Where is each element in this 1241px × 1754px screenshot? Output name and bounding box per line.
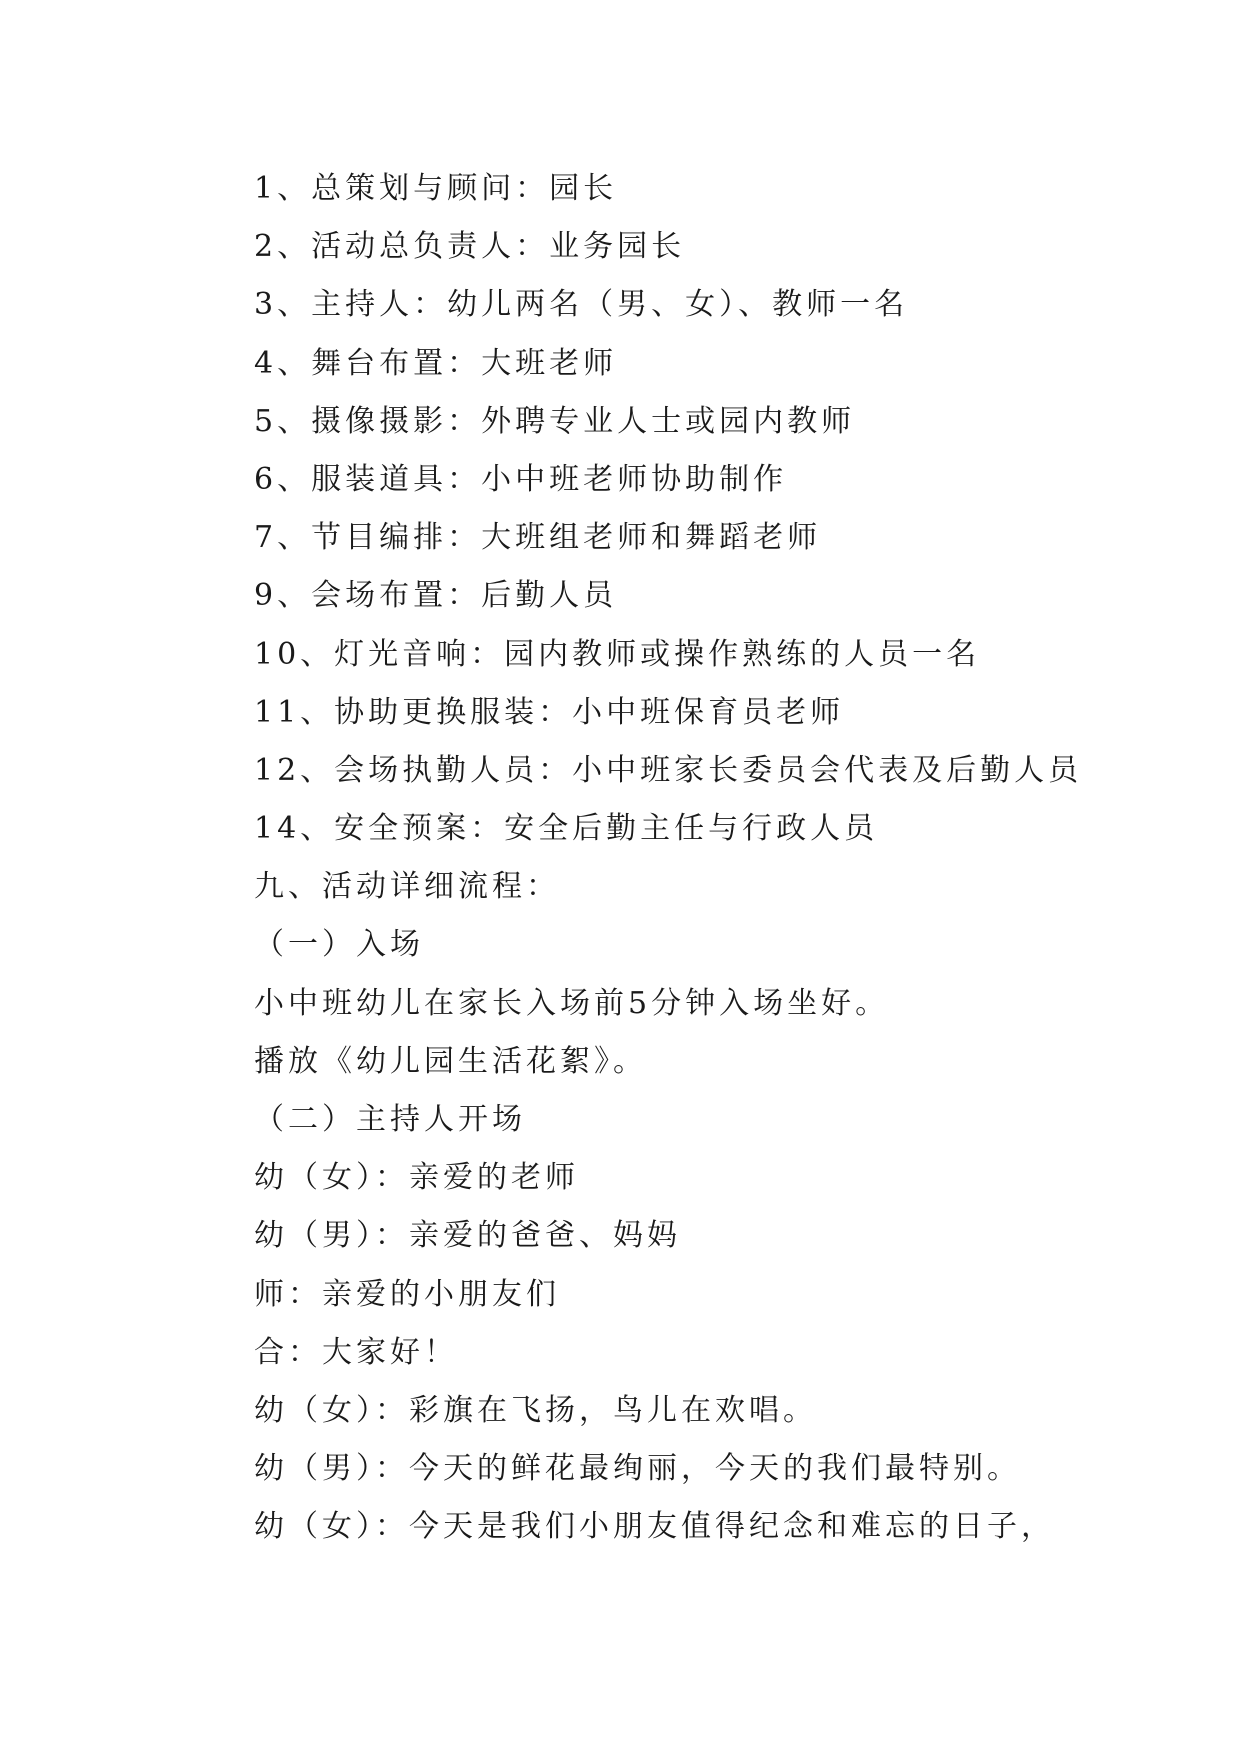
dialogue-line: 合：大家好！: [254, 1334, 458, 1370]
text-line: 11、协助更换服装：小中班保育员老师: [254, 694, 845, 730]
text-line: 播放《幼儿园生活花絮》。: [254, 1043, 647, 1079]
text-line: 小中班幼儿在家长入场前5分钟入场坐好。: [254, 985, 890, 1021]
dialogue-line: 幼（女）：亲爱的老师: [254, 1160, 579, 1196]
dialogue-line: 师：亲爱的小朋友们: [254, 1276, 560, 1312]
text-line: 5、摄像摄影：外聘专业人士或园内教师: [254, 403, 856, 439]
text-line: 4、舞台布置：大班老师: [254, 345, 618, 381]
dialogue-line: 幼（女）：今天是我们小朋友值得纪念和难忘的日子，: [254, 1509, 1055, 1545]
text-line: 6、服装道具：小中班老师协助制作: [254, 461, 788, 497]
text-line: 2、活动总负责人：业务园长: [254, 229, 686, 265]
text-line: 1、总策划与顾问：园长: [254, 171, 618, 206]
dialogue-line: 幼（女）：彩旗在飞扬，鸟儿在欢唱。: [254, 1392, 817, 1428]
text-line: 7、节目编排：大班组老师和舞蹈老师: [254, 520, 822, 556]
subsection-heading: （一）入场: [254, 927, 424, 963]
text-line: 9、会场布置：后勤人员: [254, 578, 618, 614]
text-line: 3、主持人：幼儿两名（男、女）、教师一名: [254, 287, 909, 323]
dialogue-line: 幼（男）：今天的鲜花最绚丽，今天的我们最特别。: [254, 1451, 1021, 1487]
text-line: 14、安全预案：安全后勤主任与行政人员: [254, 811, 879, 847]
dialogue-line: 幼（男）：亲爱的爸爸、妈妈: [254, 1218, 681, 1254]
text-line: 10、灯光音响：园内教师或操作熟练的人员一名: [254, 636, 981, 672]
text-line: 12、会场执勤人员：小中班家长委员会代表及后勤人员: [254, 752, 1083, 788]
subsection-heading: （二）主持人开场: [254, 1102, 526, 1137]
document-body: [254, 160, 1154, 1557]
section-heading: 九、活动详细流程：: [254, 869, 560, 905]
